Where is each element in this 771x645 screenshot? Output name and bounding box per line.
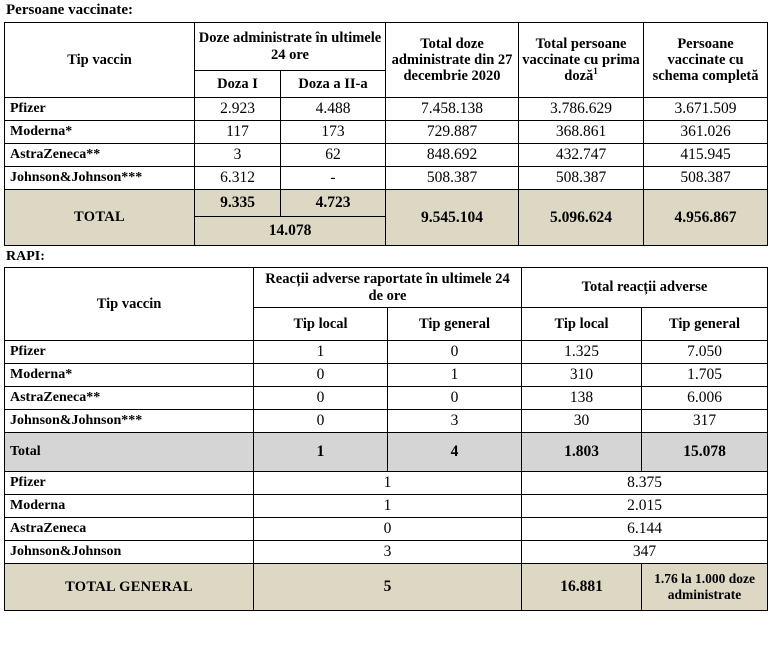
- vaccine-name: Johnson&Johnson***: [5, 167, 195, 190]
- cell-prima-doza: 368.861: [519, 121, 644, 144]
- header-tip-local-24h: Tip local: [254, 308, 388, 341]
- cell-general-24h: 0: [388, 387, 522, 410]
- cell-general-total: 7.050: [642, 341, 768, 364]
- vaccine-name: Moderna*: [5, 364, 254, 387]
- cell-total-doze: 848.692: [386, 144, 519, 167]
- table-rapi: [4, 267, 768, 611]
- rapi-total-general-total: 15.078: [642, 433, 768, 472]
- total-schema-completa: 4.956.867: [644, 190, 768, 246]
- section-heading-vaccinated: Persoane vaccinate:: [6, 2, 134, 18]
- vaccine-name: Pfizer: [5, 341, 254, 364]
- summary-row: [5, 495, 768, 518]
- cell-total-doze: 729.887: [386, 121, 519, 144]
- summary-reported-24h: 1: [254, 472, 522, 495]
- rapi-total-row: [5, 433, 768, 472]
- cell-total-doze: 508.387: [386, 167, 519, 190]
- vaccine-name: Moderna*: [5, 121, 195, 144]
- header-tip-vaccin: Tip vaccin: [5, 23, 195, 98]
- summary-reported-24h: 0: [254, 518, 522, 541]
- cell-doza-ii: 4.488: [281, 98, 386, 121]
- grand-total-adverse: 16.881: [522, 564, 642, 611]
- cell-local-24h: 0: [254, 364, 388, 387]
- cell-schema-completa: 508.387: [644, 167, 768, 190]
- cell-general-total: 1.705: [642, 364, 768, 387]
- vaccine-name: AstraZeneca**: [5, 387, 254, 410]
- header-doza-i: Doza I: [195, 71, 281, 98]
- cell-prima-doza: 3.786.629: [519, 98, 644, 121]
- cell-general-24h: 1: [388, 364, 522, 387]
- total-doza-ii: 4.723: [281, 190, 386, 217]
- cell-general-total: 317: [642, 410, 768, 433]
- cell-local-24h: 0: [254, 387, 388, 410]
- cell-total-doze: 7.458.138: [386, 98, 519, 121]
- summary-row: [5, 541, 768, 564]
- total-label: TOTAL: [5, 190, 195, 246]
- cell-local-24h: 1: [254, 341, 388, 364]
- header-total-doze: Total doze administrate din 27 decembrie 2020: [386, 23, 519, 98]
- cell-local-total: 310: [522, 364, 642, 387]
- cell-local-total: 30: [522, 410, 642, 433]
- summary-total-adverse: 2.015: [522, 495, 768, 518]
- vaccine-name: Pfizer: [5, 472, 254, 495]
- summary-row: [5, 518, 768, 541]
- summary-total-adverse: 8.375: [522, 472, 768, 495]
- cell-local-total: 1.325: [522, 341, 642, 364]
- total-doza-i: 9.335: [195, 190, 281, 217]
- rapi-total-general-24h: 4: [388, 433, 522, 472]
- header-doza-ii: Doza a II-a: [281, 71, 386, 98]
- vaccine-name: AstraZeneca**: [5, 144, 195, 167]
- header-total-prima-doza-text: Total persoane vaccinate cu prima doză: [522, 35, 640, 85]
- cell-doza-ii: 62: [281, 144, 386, 167]
- table-total-row: [5, 190, 768, 217]
- cell-doza-ii: 173: [281, 121, 386, 144]
- total-doze-combinate: 14.078: [195, 217, 386, 246]
- table-row: [5, 121, 768, 144]
- header-tip-general-24h: Tip general: [388, 308, 522, 341]
- header-schema-completa: Persoane vaccinate cu schema completă: [644, 23, 768, 98]
- cell-prima-doza: 508.387: [519, 167, 644, 190]
- cell-local-24h: 0: [254, 410, 388, 433]
- vaccine-name: Johnson&Johnson: [5, 541, 254, 564]
- summary-total-adverse: 6.144: [522, 518, 768, 541]
- summary-reported-24h: 1: [254, 495, 522, 518]
- header-total-prima-doza: [519, 23, 644, 98]
- cell-doza-i: 3: [195, 144, 281, 167]
- cell-general-24h: 0: [388, 341, 522, 364]
- cell-general-total: 6.006: [642, 387, 768, 410]
- grand-total-rate: 1.76 la 1.000 doze administrate: [642, 564, 768, 611]
- vaccine-name: Pfizer: [5, 98, 195, 121]
- total-total-doze: 9.545.104: [386, 190, 519, 246]
- table-header-row-primary: [5, 23, 768, 71]
- cell-doza-i: 117: [195, 121, 281, 144]
- table-persoane-vaccinate: [4, 22, 768, 246]
- vaccine-name: Moderna: [5, 495, 254, 518]
- cell-doza-i: 6.312: [195, 167, 281, 190]
- cell-schema-completa: 3.671.509: [644, 98, 768, 121]
- grand-total-row: [5, 564, 768, 611]
- rapi-total-local-total: 1.803: [522, 433, 642, 472]
- rapi-total-local-24h: 1: [254, 433, 388, 472]
- rapi-total-label: Total: [5, 433, 254, 472]
- summary-reported-24h: 3: [254, 541, 522, 564]
- table-row: [5, 364, 768, 387]
- cell-doza-i: 2.923: [195, 98, 281, 121]
- section-heading-rapi: RAPI:: [6, 249, 45, 264]
- total-prima-doza: 5.096.624: [519, 190, 644, 246]
- rapi-header-row-primary: [5, 268, 768, 308]
- vaccine-name: Johnson&Johnson***: [5, 410, 254, 433]
- summary-total-adverse: 347: [522, 541, 768, 564]
- cell-prima-doza: 432.747: [519, 144, 644, 167]
- header-tip-vaccin-rapi: Tip vaccin: [5, 268, 254, 341]
- grand-total-reported-24h: 5: [254, 564, 522, 611]
- cell-doza-ii: -: [281, 167, 386, 190]
- table-row: [5, 387, 768, 410]
- vaccine-name: AstraZeneca: [5, 518, 254, 541]
- table-row: [5, 98, 768, 121]
- header-tip-local-total: Tip local: [522, 308, 642, 341]
- header-tip-general-total: Tip general: [642, 308, 768, 341]
- table-row: [5, 341, 768, 364]
- header-footnote-marker: 1: [593, 66, 598, 77]
- summary-row: [5, 472, 768, 495]
- table-row: [5, 410, 768, 433]
- cell-general-24h: 3: [388, 410, 522, 433]
- cell-local-total: 138: [522, 387, 642, 410]
- header-doze-24h: Doze administrate în ultimele 24 ore: [195, 23, 386, 71]
- table-row: [5, 167, 768, 190]
- header-reactii-adverse-24h: Reacții adverse raportate în ultimele 24 de ore: [254, 268, 522, 308]
- table-row: [5, 144, 768, 167]
- grand-total-label: TOTAL GENERAL: [5, 564, 254, 611]
- header-total-reactii-adverse: Total reacții adverse: [522, 268, 768, 308]
- cell-schema-completa: 361.026: [644, 121, 768, 144]
- cell-schema-completa: 415.945: [644, 144, 768, 167]
